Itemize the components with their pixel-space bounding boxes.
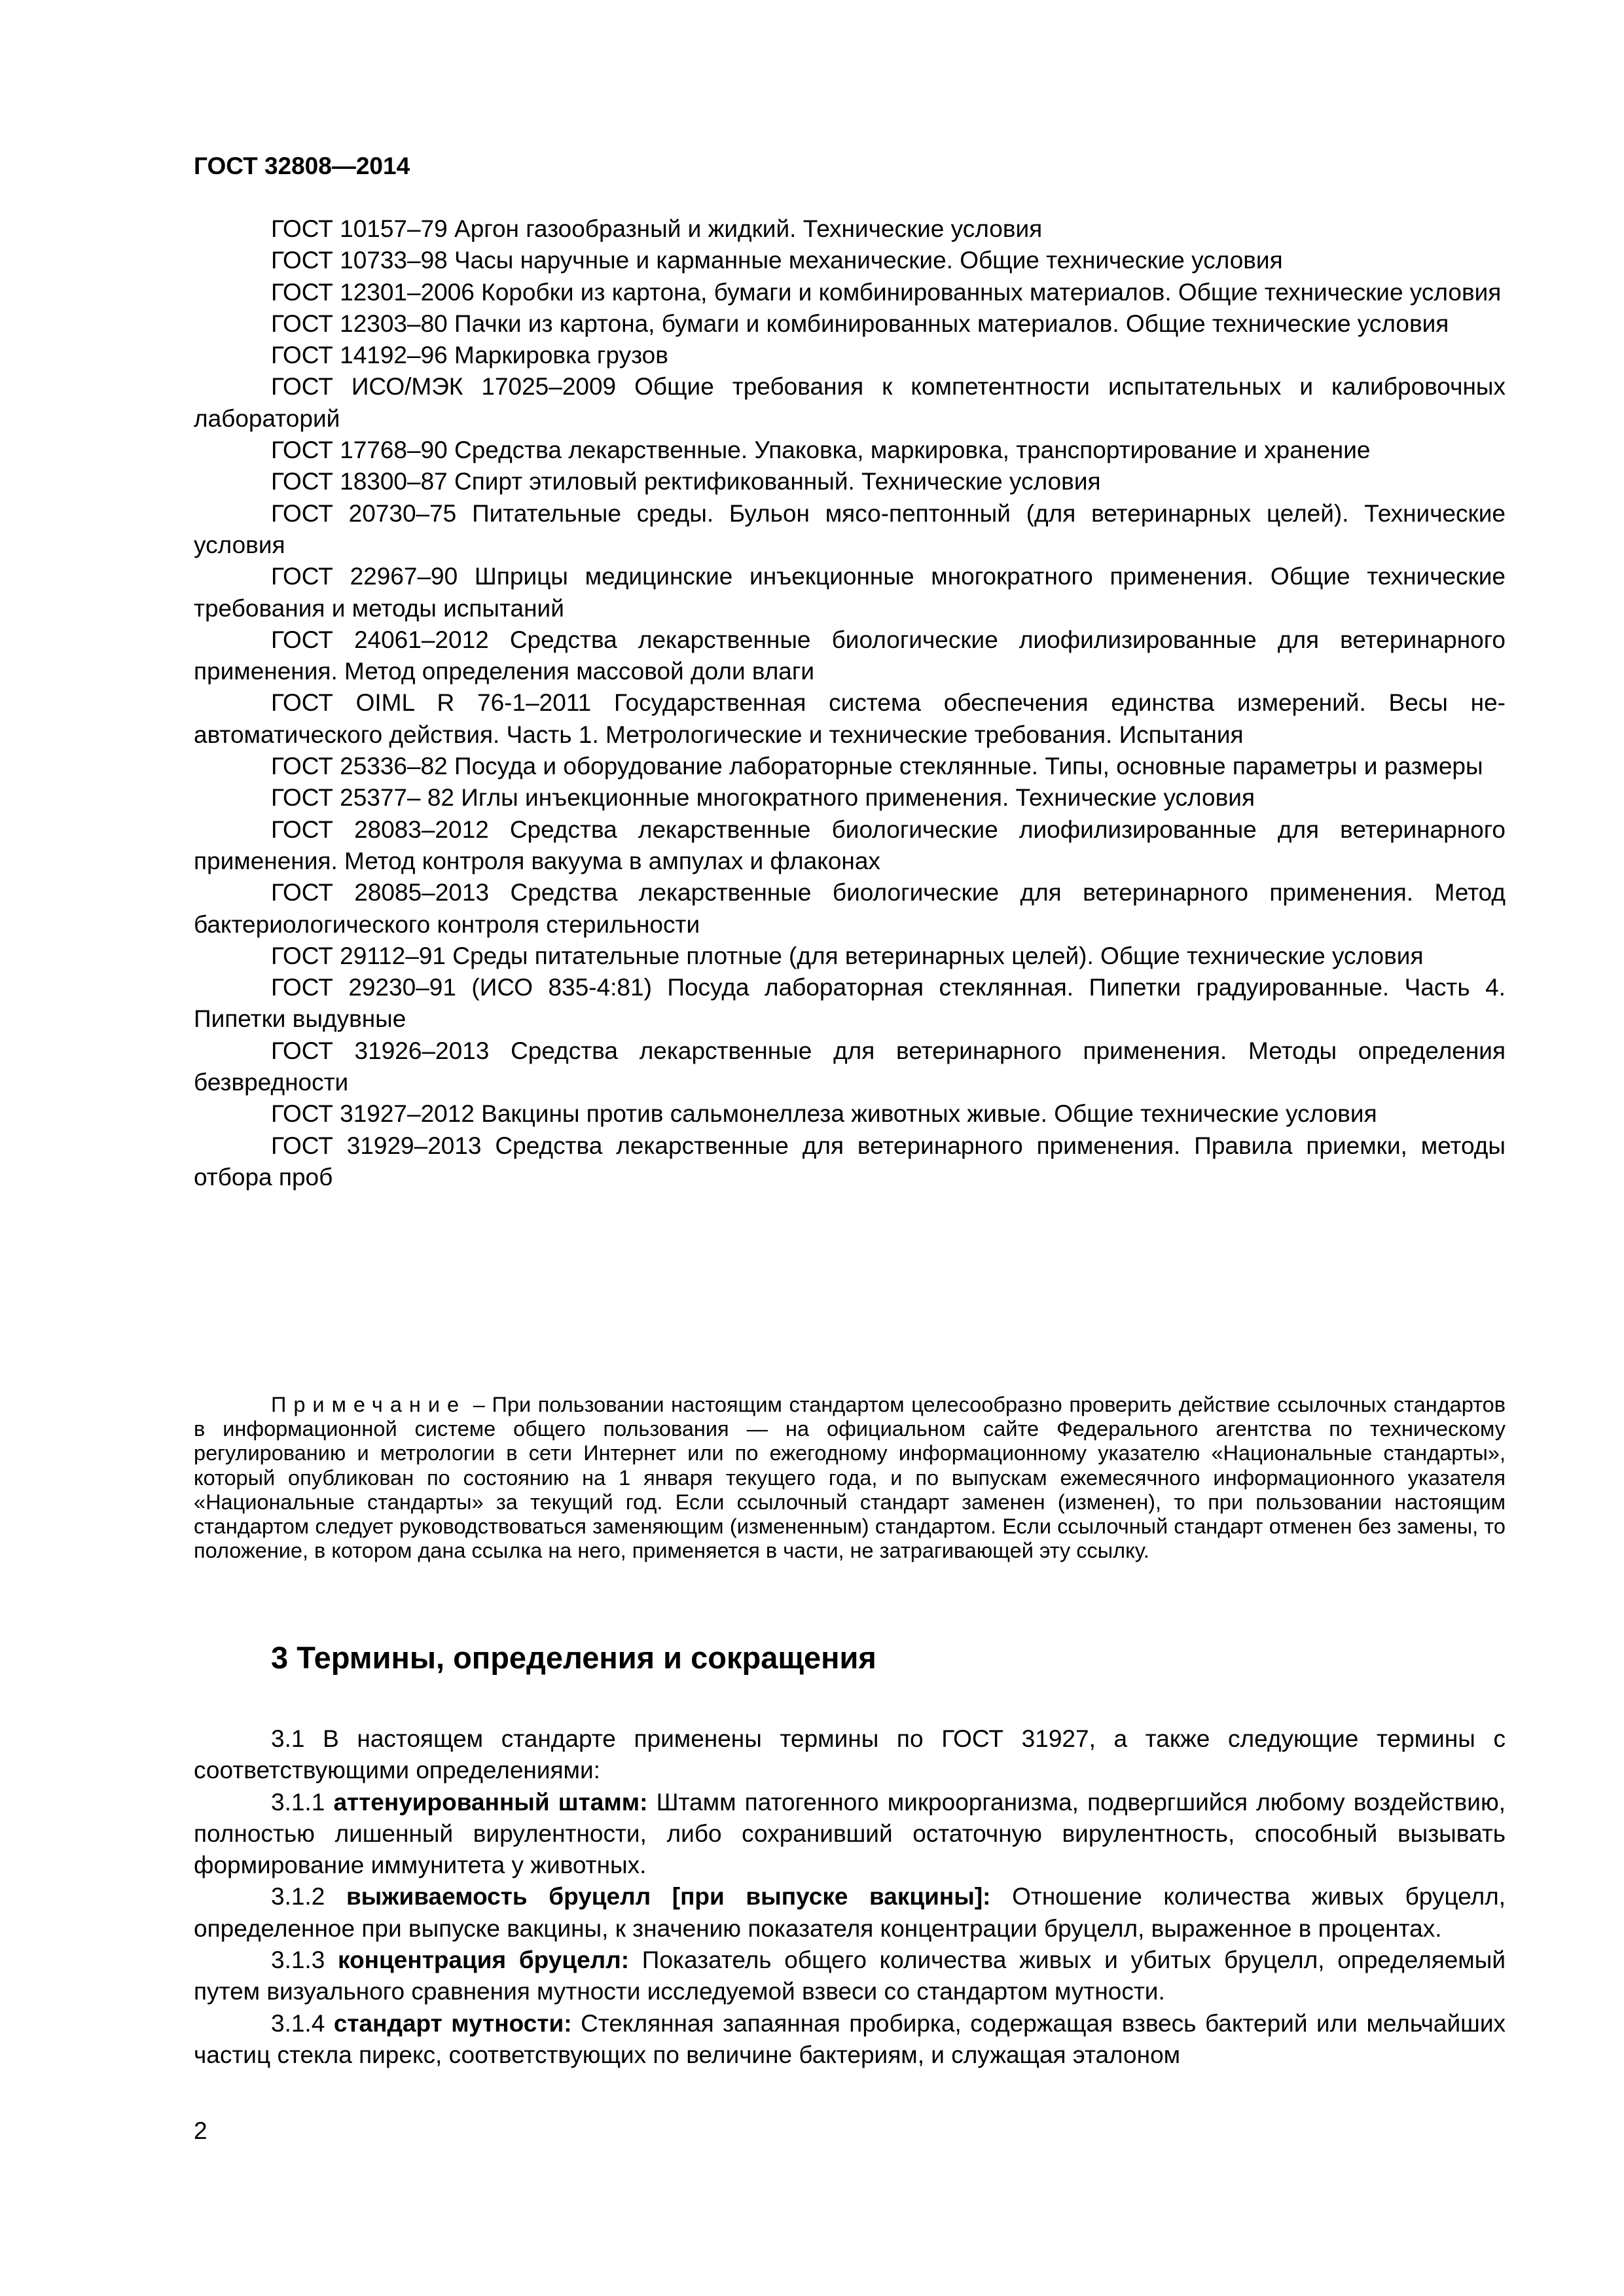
reference-item: ГОСТ 29230–91 (ИСО 835-4:81) Посуда лабораторная стеклянная. Пипетки градуированные. Часть 4. Пипетки выдувные <box>194 974 1506 1033</box>
definition-text: Отношение количества живых бруцелл, определенное при выпуске вакцины, к значению показателя концентрации бруцелл, выраженное в процентах. <box>194 1883 1506 1942</box>
reference-item: ГОСТ 10157–79 Аргон газообразный и жидкий. Технические условия <box>271 215 1043 242</box>
definition-term: концентрация бруцелл: <box>338 1946 630 1974</box>
definition-text: Штамм патогенного микроорганизма, подвергшийся любому воздействию, полностью лишенный вирулентности, либо сохранивший остаточную вирулентность, способный вызывать формирование иммунитета у животных. <box>194 1788 1506 1879</box>
note-block <box>194 1393 1506 1563</box>
reference-item: ГОСТ 20730–75 Питательные среды. Бульон мясо-пептонный (для ветеринарных целей). Технические условия <box>194 499 1506 558</box>
page-number: 2 <box>194 2117 208 2144</box>
reference-item: ГОСТ 18300–87 Спирт этиловый ректификованный. Технические условия <box>271 468 1101 495</box>
document-header: ГОСТ 32808—2014 <box>194 152 410 179</box>
definition-number: 3.1.2 <box>271 1883 325 1910</box>
definition-item <box>194 1881 1506 1945</box>
reference-item: ГОСТ 22967–90 Шприцы медицинские инъекционные многократного применения. Общие технические требования и методы испытаний <box>194 563 1506 622</box>
reference-item: ГОСТ 14192–96 Маркировка грузов <box>271 342 668 369</box>
reference-item: ГОСТ 31926–2013 Средства лекарственные для ветеринарного применения. Методы определения безвредности <box>194 1037 1506 1096</box>
reference-item: ГОСТ ИСО/МЭК 17025–2009 Общие требования к компетентности испытательных и калибровочных лабораторий <box>194 373 1506 432</box>
reference-item: ГОСТ 12303–80 Пачки из картона, бумаги и комбинированных материалов. Общие технические условия <box>271 310 1449 337</box>
definition-term: выживаемость бруцелл [при выпуске вакцины]: <box>346 1883 991 1910</box>
definition-number: 3.1.3 <box>271 1946 325 1974</box>
note-label: Примечание <box>271 1393 467 1416</box>
definition-number: 3.1.1 <box>271 1788 325 1816</box>
reference-item: ГОСТ 29112–91 Среды питательные плотные (для ветеринарных целей). Общие технические условия <box>271 942 1424 969</box>
definition-text: Показатель общего количества живых и убитых бруцелл, определяемый путем визуального сравнения мутности исследуемой взвеси со стандартом мутности. <box>194 1946 1506 2005</box>
reference-item: ГОСТ 31927–2012 Вакцины против сальмонеллеза животных живые. Общие технические условия <box>271 1100 1377 1128</box>
reference-item: ГОСТ 17768–90 Средства лекарственные. Упаковка, маркировка, транспортирование и хранение <box>271 437 1371 464</box>
definitions-list <box>194 1723 1506 2071</box>
reference-item: ГОСТ 25336–82 Посуда и оборудование лабораторные стеклянные. Типы, основные параметры и размеры <box>271 753 1483 780</box>
section-intro: 3.1 В настоящем стандарте применены термины по ГОСТ 31927, а также следующие термины с соответствующими определениями: <box>194 1725 1506 1784</box>
definition-item <box>194 2008 1506 2072</box>
reference-item: ГОСТ 25377– 82 Иглы инъекционные многократного применения. Технические условия <box>271 784 1255 812</box>
definition-item <box>194 1787 1506 1882</box>
definition-item <box>194 1945 1506 2008</box>
definition-text: Стеклянная запаянная пробирка, содержащая взвесь бактерий или мельчайших частиц стекла пирекс, соответствующих по величине бактериям, и служащая эталоном <box>194 2009 1506 2068</box>
reference-item: ГОСТ 10733–98 Часы наручные и карманные механические. Общие технические условия <box>271 247 1283 274</box>
reference-item: ГОСТ 24061–2012 Средства лекарственные биологические лиофилизированные для ветеринарного применения. Метод определения массовой доли влаги <box>194 626 1506 685</box>
reference-item: ГОСТ 28083–2012 Средства лекарственные биологические лиофилизированные для ветеринарного применения. Метод контроля вакуума в ампулах и флаконах <box>194 816 1506 874</box>
note-text: – При пользовании настоящим стандартом целесообразно проверить действие ссылочных стандартов в информационной системе общего пользования — на официальном сайте Федерального агентства по техническому регулированию и метрологии в сети Интернет или по ежегодному информационному указателю «Национальные стандарты», который опубликован по состоянию на 1 января текущего года, и по выпускам ежемесячного информационного указателя «Национальные стандарты» за текущий год. Если ссылочный стандарт заменен (изменен), то при пользовании настоящим стандартом следует руководствоваться заменяющим (измененным) стандартом. Если ссылочный стандарт отменен без замены, то положение, в котором дана ссылка на него, применяется в части, не затрагивающей эту ссылку. <box>194 1393 1506 1563</box>
normative-references-list <box>194 213 1506 1193</box>
section-heading: 3 Термины, определения и сокращения <box>271 1640 876 1675</box>
definition-term: стандарт мутности: <box>333 2009 572 2037</box>
definition-number: 3.1.4 <box>271 2009 325 2037</box>
reference-item: ГОСТ 31929–2013 Средства лекарственные для ветеринарного применения. Правила приемки, методы отбора проб <box>194 1132 1506 1191</box>
definition-term: аттенуированный штамм: <box>333 1788 648 1816</box>
reference-item: ГОСТ 28085–2013 Средства лекарственные биологические для ветеринарного применения. Метод бактериологического контроля стерильности <box>194 879 1506 938</box>
reference-item: ГОСТ OIML R 76-1–2011 Государственная система обеспечения единства измерений. Весы неавтоматического действия. Часть 1. Метрологические и технические требования. Испытания <box>194 689 1506 748</box>
reference-item: ГОСТ 12301–2006 Коробки из картона, бумаги и комбинированных материалов. Общие технические условия <box>271 278 1502 306</box>
